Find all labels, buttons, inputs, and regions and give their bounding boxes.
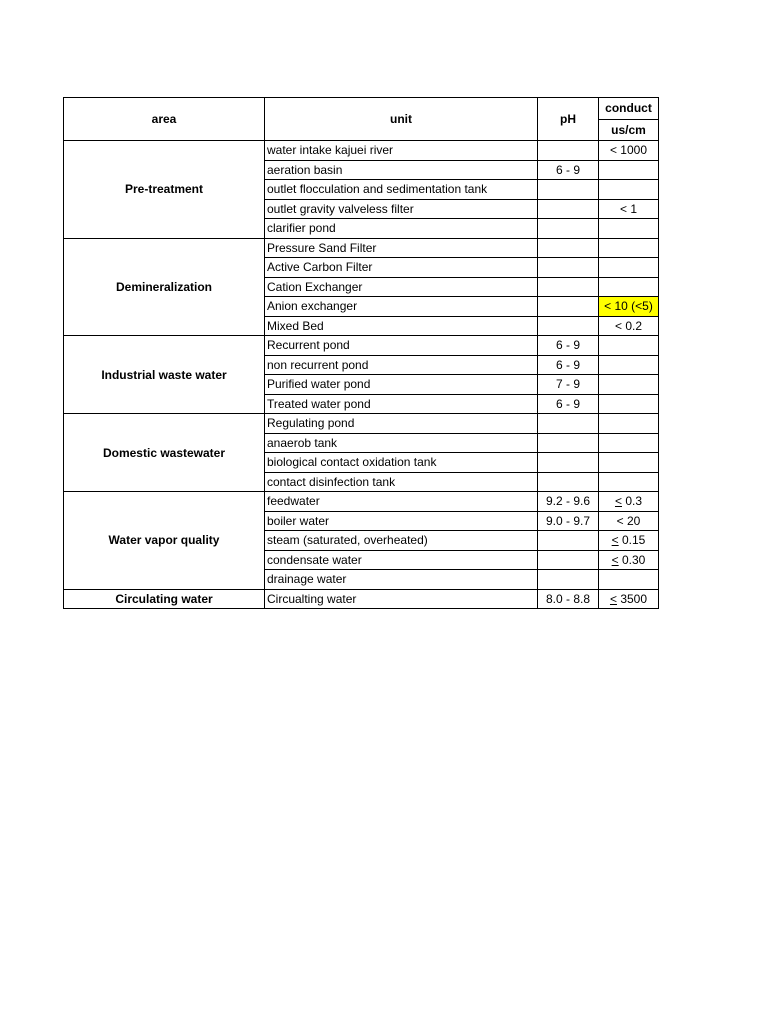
ph-cell	[538, 180, 599, 200]
ph-cell	[538, 472, 599, 492]
table-row	[64, 589, 659, 609]
conductivity-cell	[599, 589, 659, 609]
ph-cell: 7 - 9	[538, 375, 599, 395]
unit-cell: boiler water	[265, 511, 538, 531]
ph-cell	[538, 570, 599, 590]
header-unit: unit	[265, 98, 538, 141]
conductivity-cell	[599, 394, 659, 414]
conductivity-cell	[599, 375, 659, 395]
table-row	[64, 141, 659, 161]
conductivity-cell	[599, 433, 659, 453]
conductivity-cell	[599, 219, 659, 239]
conductivity-cell	[599, 531, 659, 551]
area-cell: Domestic wastewater	[64, 414, 265, 492]
unit-cell: outlet flocculation and sedimentation tank	[265, 180, 538, 200]
conductivity-cell	[599, 570, 659, 590]
conductivity-cell	[599, 472, 659, 492]
header-area: area	[64, 98, 265, 141]
unit-cell: steam (saturated, overheated)	[265, 531, 538, 551]
unit-cell: Purified water pond	[265, 375, 538, 395]
unit-cell: Active Carbon Filter	[265, 258, 538, 278]
table-row	[64, 492, 659, 512]
header-conduct: conduct	[599, 98, 659, 120]
conductivity-cell: < 1	[599, 199, 659, 219]
conductivity-cell	[599, 277, 659, 297]
ph-cell	[538, 453, 599, 473]
ph-cell: 9.0 - 9.7	[538, 511, 599, 531]
conductivity-value: 0.15	[618, 533, 646, 548]
conductivity-cell	[599, 238, 659, 258]
unit-cell: drainage water	[265, 570, 538, 590]
area-cell: Demineralization	[64, 238, 265, 336]
unit-cell: aeration basin	[265, 160, 538, 180]
unit-cell: Cation Exchanger	[265, 277, 538, 297]
table-row	[64, 238, 659, 258]
unit-cell: biological contact oxidation tank	[265, 453, 538, 473]
conductivity-cell	[599, 258, 659, 278]
unit-cell: non recurrent pond	[265, 355, 538, 375]
conductivity-cell	[599, 336, 659, 356]
unit-cell: outlet gravity valveless filter	[265, 199, 538, 219]
unit-cell: Anion exchanger	[265, 297, 538, 317]
ph-cell	[538, 433, 599, 453]
ph-cell: 9.2 - 9.6	[538, 492, 599, 512]
conductivity-cell	[599, 180, 659, 200]
conductivity-cell	[599, 492, 659, 512]
header-conduct-unit: us/cm	[599, 119, 659, 141]
less-equal-sign: <	[609, 591, 617, 606]
ph-cell: 6 - 9	[538, 394, 599, 414]
ph-cell: 6 - 9	[538, 355, 599, 375]
table-row	[64, 336, 659, 356]
conductivity-cell	[599, 453, 659, 473]
less-equal-sign: <	[614, 494, 622, 509]
ph-cell	[538, 141, 599, 161]
area-cell: Circulating water	[64, 589, 265, 609]
conductivity-cell	[599, 414, 659, 434]
area-cell: Water vapor quality	[64, 492, 265, 590]
unit-cell: contact disinfection tank	[265, 472, 538, 492]
header-ph: pH	[538, 98, 599, 141]
less-equal-sign: <	[611, 533, 619, 548]
ph-cell	[538, 238, 599, 258]
water-quality-table	[63, 97, 659, 609]
ph-cell	[538, 531, 599, 551]
unit-cell: anaerob tank	[265, 433, 538, 453]
unit-cell: feedwater	[265, 492, 538, 512]
table-body	[64, 98, 659, 609]
unit-cell: clarifier pond	[265, 219, 538, 239]
unit-cell: Pressure Sand Filter	[265, 238, 538, 258]
ph-cell: 8.0 - 8.8	[538, 589, 599, 609]
ph-cell	[538, 199, 599, 219]
ph-cell	[538, 297, 599, 317]
unit-cell: Mixed Bed	[265, 316, 538, 336]
ph-cell	[538, 277, 599, 297]
less-equal-sign: <	[611, 552, 619, 567]
conductivity-cell	[599, 550, 659, 570]
unit-cell: Recurrent pond	[265, 336, 538, 356]
ph-cell	[538, 258, 599, 278]
ph-cell	[538, 550, 599, 570]
conductivity-value: 3500	[616, 591, 648, 606]
unit-cell: Treated water pond	[265, 394, 538, 414]
conductivity-cell	[599, 355, 659, 375]
unit-cell: water intake kajuei river	[265, 141, 538, 161]
area-cell: Industrial waste water	[64, 336, 265, 414]
conductivity-cell: < 10 (<5)	[599, 297, 659, 317]
conductivity-value: 0.30	[618, 552, 646, 567]
ph-cell	[538, 414, 599, 434]
unit-cell: condensate water	[265, 550, 538, 570]
conductivity-cell: < 20	[599, 511, 659, 531]
conductivity-cell: < 0.2	[599, 316, 659, 336]
ph-cell	[538, 316, 599, 336]
ph-cell: 6 - 9	[538, 336, 599, 356]
header-row	[64, 98, 659, 120]
unit-cell: Circualting water	[265, 589, 538, 609]
conductivity-cell	[599, 160, 659, 180]
table-row	[64, 414, 659, 434]
area-cell: Pre-treatment	[64, 141, 265, 239]
unit-cell: Regulating pond	[265, 414, 538, 434]
ph-cell: 6 - 9	[538, 160, 599, 180]
conductivity-value: 0.3	[622, 494, 643, 509]
conductivity-cell: < 1000	[599, 141, 659, 161]
ph-cell	[538, 219, 599, 239]
